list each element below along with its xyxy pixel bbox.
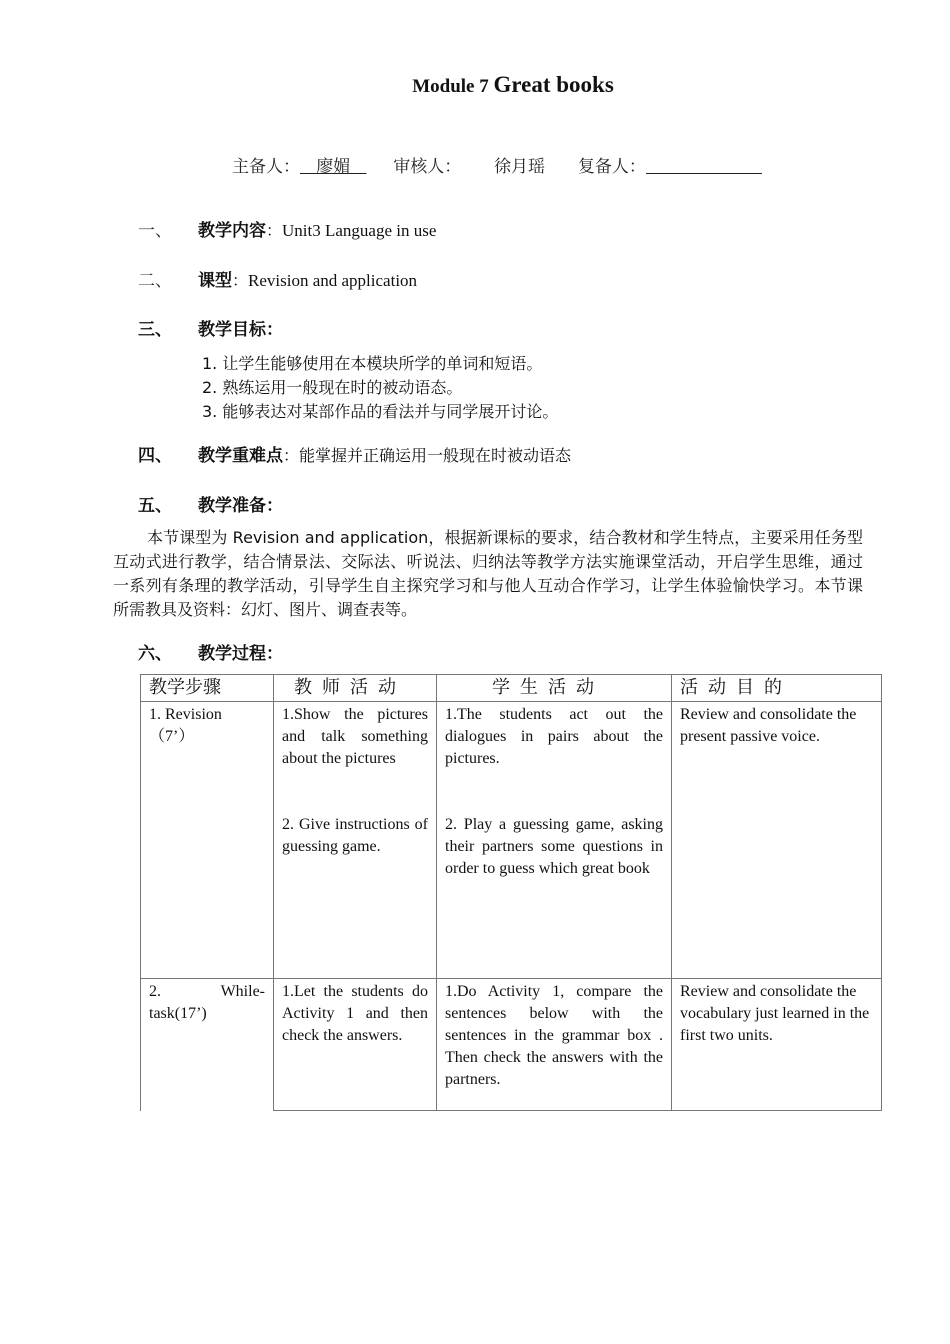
goal-item: 2. 熟练运用一般现在时的被动语态。 bbox=[202, 378, 463, 397]
section-value: Unit3 Language in use bbox=[282, 221, 437, 240]
section-heading: 教学内容 bbox=[198, 221, 266, 241]
section-goals bbox=[138, 315, 283, 340]
student-activity: 2. Play a guessing game, asking their partners some questions in order to guess which great book bbox=[445, 816, 663, 877]
section-key-points bbox=[138, 441, 571, 466]
section-number: 五、 bbox=[138, 496, 172, 516]
student-activity: 1.Do Activity 1, compare the sentences below with the sentences in the grammar box . Then check the answers with the partners. bbox=[445, 983, 663, 1088]
section-heading: 教学过程 bbox=[198, 644, 266, 664]
section-number: 一、 bbox=[138, 221, 172, 241]
section-value: 能掌握并正确运用一般现在时被动语态 bbox=[299, 446, 572, 465]
header-purpose: 活动目的 bbox=[672, 675, 882, 702]
step-name: 1. Revision bbox=[149, 706, 222, 723]
section-colon: ： bbox=[266, 496, 283, 516]
section-heading: 教学目标 bbox=[198, 320, 266, 340]
section-colon: ： bbox=[266, 221, 283, 240]
section-number: 三、 bbox=[138, 320, 172, 340]
section-colon: ： bbox=[283, 446, 300, 465]
section-type bbox=[138, 266, 417, 291]
header-teacher: 教师活动 bbox=[274, 675, 437, 702]
re-preparer-label: 复备人： bbox=[577, 157, 646, 177]
goal-item: 1. 让学生能够使用在本模块所学的单词和短语。 bbox=[202, 354, 543, 373]
section-heading: 教学准备 bbox=[198, 496, 266, 516]
main-preparer-value: 廖媚 bbox=[300, 157, 367, 177]
teacher-activity: 2. Give instructions of guessing game. bbox=[282, 816, 428, 855]
section-number: 四、 bbox=[138, 446, 172, 466]
preparers-line bbox=[232, 152, 762, 177]
title-name: Great books bbox=[493, 72, 614, 97]
section-number: 六、 bbox=[138, 644, 172, 664]
header-step: 教学步骤 bbox=[141, 675, 274, 702]
section-colon: ： bbox=[266, 320, 283, 340]
table-row bbox=[141, 979, 882, 1111]
section-process bbox=[138, 639, 283, 664]
teacher-cell bbox=[274, 979, 437, 1111]
section-content bbox=[138, 216, 436, 241]
student-cell bbox=[437, 702, 672, 979]
goals-list bbox=[202, 352, 558, 424]
step-cell bbox=[141, 979, 274, 1111]
section-preparation bbox=[138, 491, 283, 516]
teacher-activity: 1.Show the pictures and talk something about the pictures bbox=[282, 706, 428, 767]
goal-item: 3. 能够表达对某部作品的看法并与同学展开讨论。 bbox=[202, 402, 559, 421]
re-preparer-blank bbox=[646, 157, 762, 174]
section-colon: ： bbox=[232, 271, 249, 290]
process-table bbox=[140, 674, 882, 1111]
student-cell bbox=[437, 979, 672, 1111]
step-cell bbox=[141, 702, 274, 979]
header-student: 学生活动 bbox=[437, 675, 672, 702]
teacher-cell bbox=[274, 702, 437, 979]
section-value: Revision and application bbox=[248, 271, 418, 290]
reviewer-label: 审核人： bbox=[393, 157, 462, 177]
table-row bbox=[141, 702, 882, 979]
section-heading: 课型 bbox=[198, 271, 232, 291]
student-activity: 1.The students act out the dialogues in pairs about the pictures. bbox=[445, 706, 663, 767]
purpose-cell: Review and consolidate the vocabulary just learned in the first two units. bbox=[672, 979, 882, 1111]
page-title bbox=[0, 72, 950, 98]
reviewer-value: 徐月瑶 bbox=[494, 157, 546, 177]
table-header-row bbox=[141, 675, 882, 702]
section-number: 二、 bbox=[138, 271, 172, 291]
teacher-activity: 1.Let the students do Activity 1 and then check the answers. bbox=[282, 983, 428, 1044]
section-colon: ： bbox=[266, 644, 283, 664]
section-heading: 教学重难点 bbox=[198, 446, 283, 466]
preparation-paragraph: 本节课型为 Revision and application，根据新课标的要求，结合教材和学生特点，主要采用任务型互动式进行教学，结合情景法、交际法、听说法、归纳法等教学方法实施课堂活动，开启学生思维，通过一系列有条理的教学活动，引导学生自主探究学习和与他人互动合作学习，让学生体验愉快学习。本节课所需教具及资料：幻灯、图片、调查表等。 bbox=[113, 528, 863, 619]
title-module: Module 7 bbox=[412, 76, 494, 97]
step-time: （7’） bbox=[149, 728, 195, 745]
step-name: 2. While-task(17’) bbox=[149, 983, 265, 1022]
purpose-cell: Review and consolidate the present passive voice. bbox=[672, 702, 882, 979]
main-preparer-label: 主备人： bbox=[232, 157, 300, 177]
